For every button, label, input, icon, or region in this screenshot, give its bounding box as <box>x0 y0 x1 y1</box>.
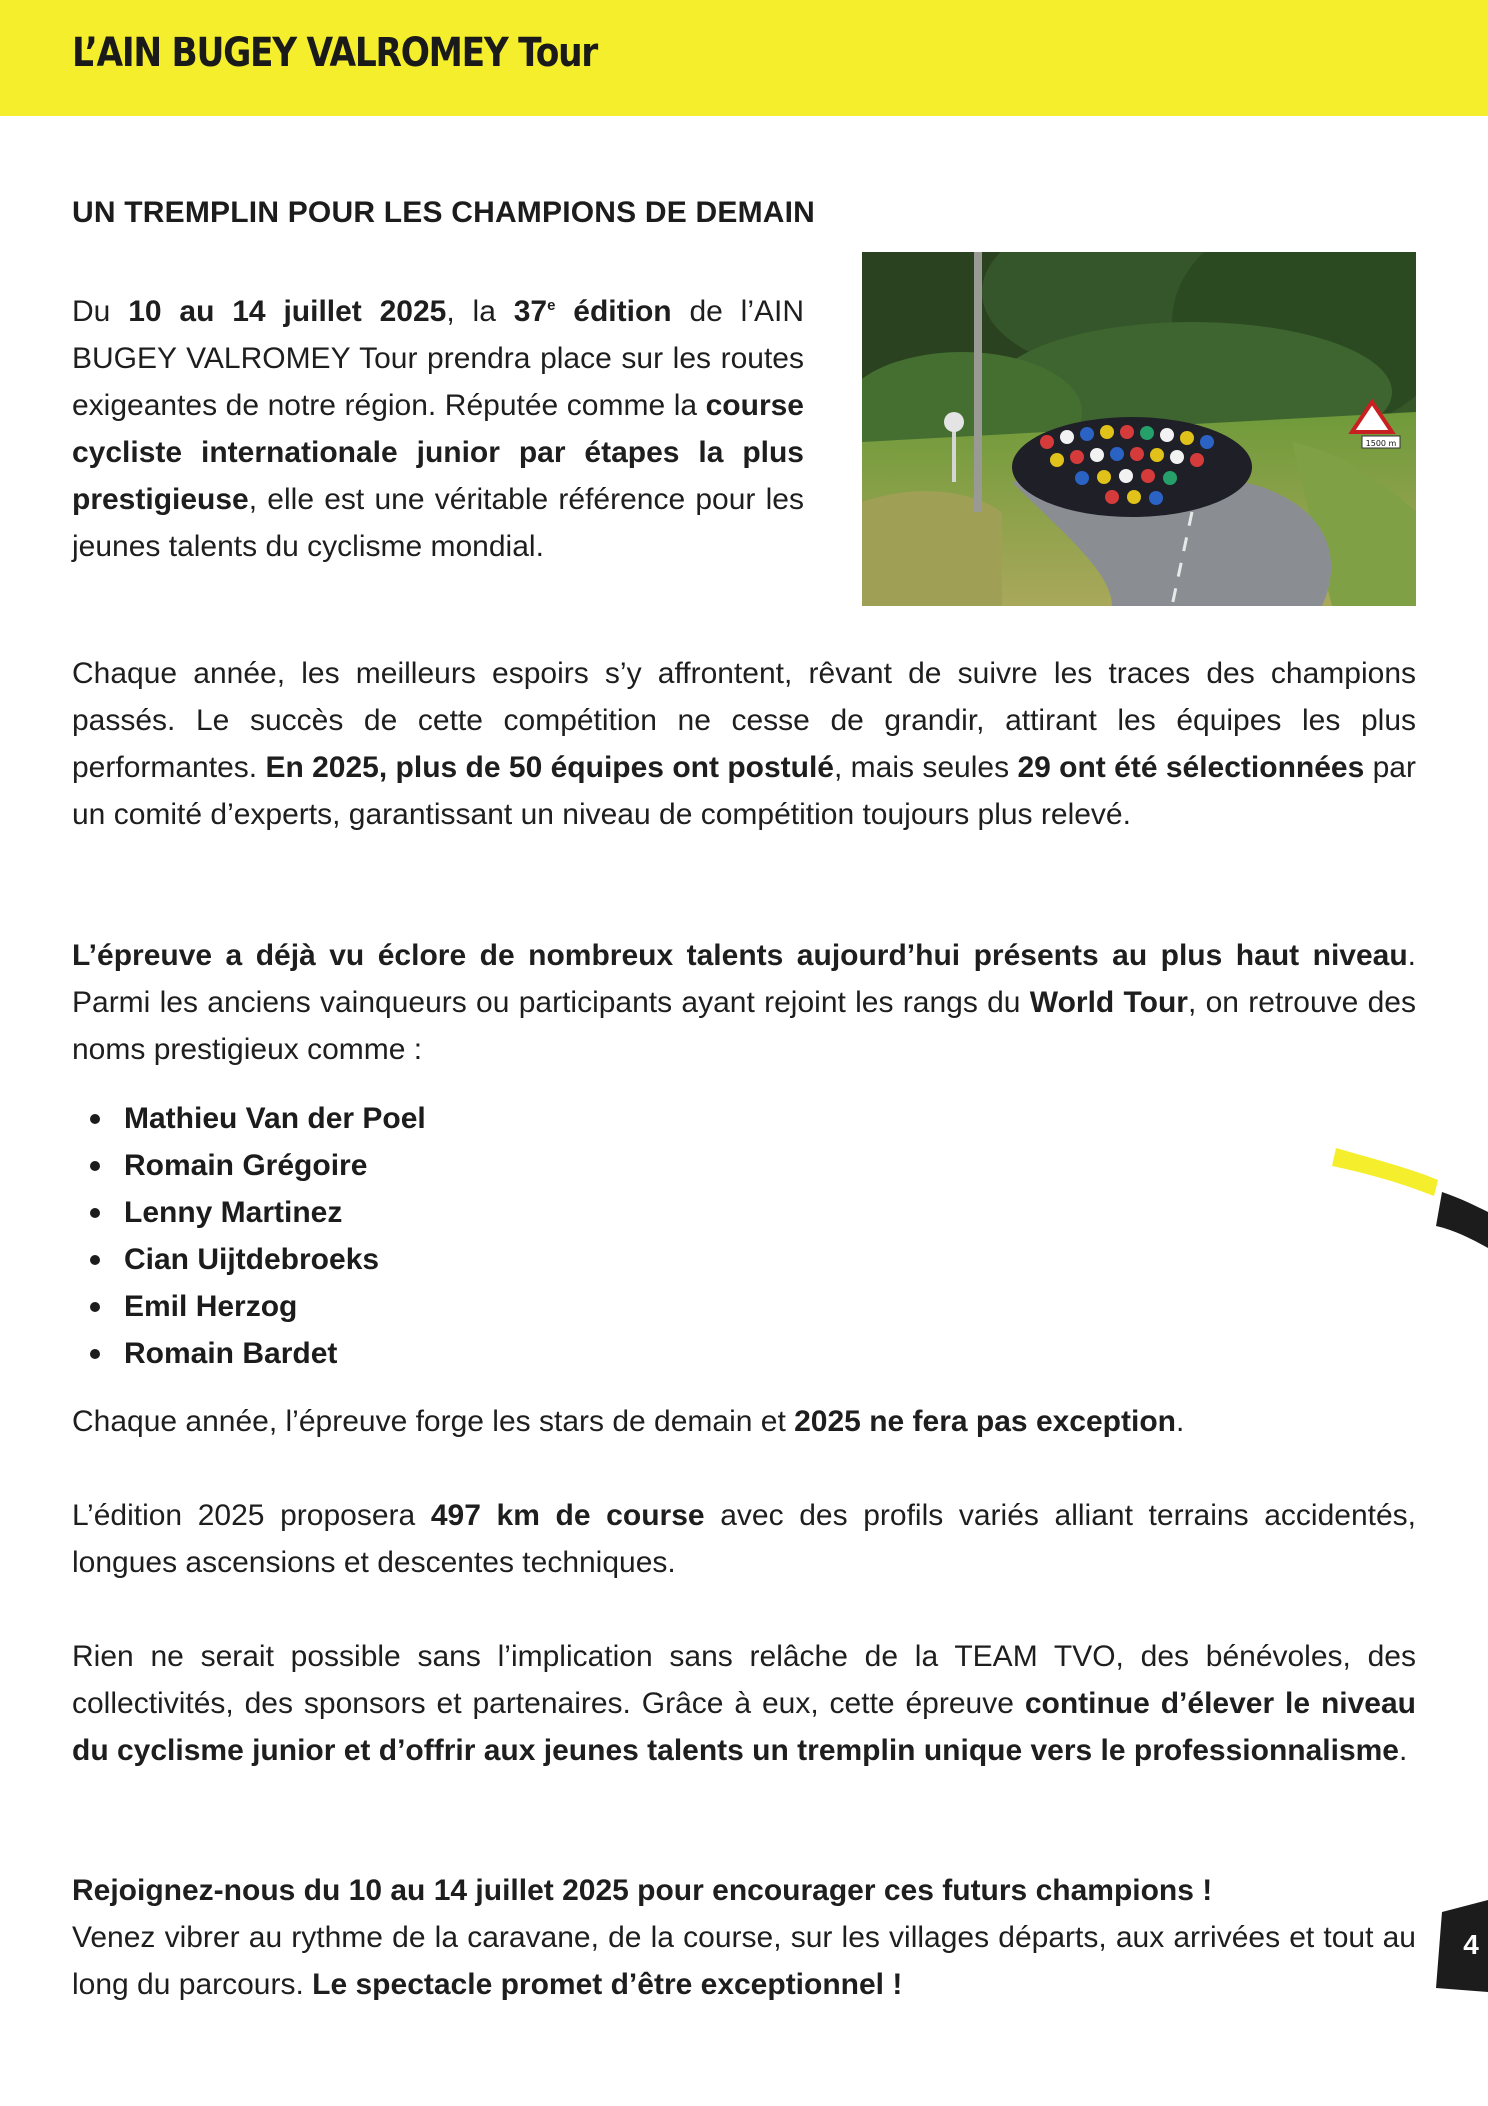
header-band <box>0 0 1488 116</box>
list-item: Mathieu Van der Poel <box>72 1095 426 1142</box>
document-title: L’AIN BUGEY VALROMEY Tour <box>72 30 597 76</box>
page-number: 4 <box>1463 1929 1479 1960</box>
list-item: Lenny Martinez <box>72 1189 426 1236</box>
paragraph-thanks: Rien ne serait possible sans l’implication sans relâche de la TEAM TVO, des bénévoles, des collectivités, des sponsors et partenaires. Grâce à eux, cette épreuve continue d’élever le niveau du cyclisme junior et d’offrir aux jeunes talents un tremplin unique vers le professionnalisme. <box>72 1640 1416 1767</box>
paragraph-invitation: Rejoignez-nous du 10 au 14 juillet 2025 pour encourager ces futurs champions ! Venez vibrer au rythme de la caravane, de la course, sur les villages départs, aux arrivées et tout au long du parcours. Le spectacle promet d’être exceptionnel ! <box>72 1874 1416 2001</box>
road-sign-distance: 1500 m <box>1365 439 1397 448</box>
paragraph-talents: L’épreuve a déjà vu éclore de nombreux talents aujourd’hui présents au plus haut niveau. Parmi les anciens vainqueurs ou participants ayant rejoint les rangs du World Tour, on retrouve des noms prestigieux comme : <box>72 939 1416 1066</box>
decorative-stripe-icon <box>1330 1140 1488 1250</box>
list-item: Cian Uijtdebroeks <box>72 1236 426 1283</box>
paragraph-teams: Chaque année, les meilleurs espoirs s’y affrontent, rêvant de suivre les traces des champions passés. Le succès de cette compétition ne cesse de grandir, attirant les équipes les plus performantes. En 2025, plus de 50 équipes ont postulé, mais seules 29 ont été sélectionnées par un comité d’experts, garantissant un niveau de compétition toujours plus relevé. <box>72 657 1416 831</box>
list-item: Romain Bardet <box>72 1330 426 1377</box>
riders-list <box>72 1095 426 1377</box>
section-title: UN TREMPLIN POUR LES CHAMPIONS DE DEMAIN <box>72 196 816 229</box>
peloton-photo <box>862 252 1416 606</box>
intro-paragraph: Du 10 au 14 juillet 2025, la 37e édition de l’AIN BUGEY VALROMEY Tour prendra place sur les routes exigeantes de notre région. Réputée comme la course cycliste internationale junior par étapes la plus prestigieuse, elle est une véritable référence pour les jeunes talents du cyclisme mondial. <box>72 295 805 563</box>
paragraph-stars: Chaque année, l’épreuve forge les stars de demain et 2025 ne fera pas exception. <box>72 1405 1185 1438</box>
list-item: Romain Grégoire <box>72 1142 426 1189</box>
list-item: Emil Herzog <box>72 1283 426 1330</box>
paragraph-distance: L’édition 2025 proposera 497 km de course avec des profils variés alliant terrains accidentés, longues ascensions et descentes techniques. <box>72 1499 1416 1579</box>
